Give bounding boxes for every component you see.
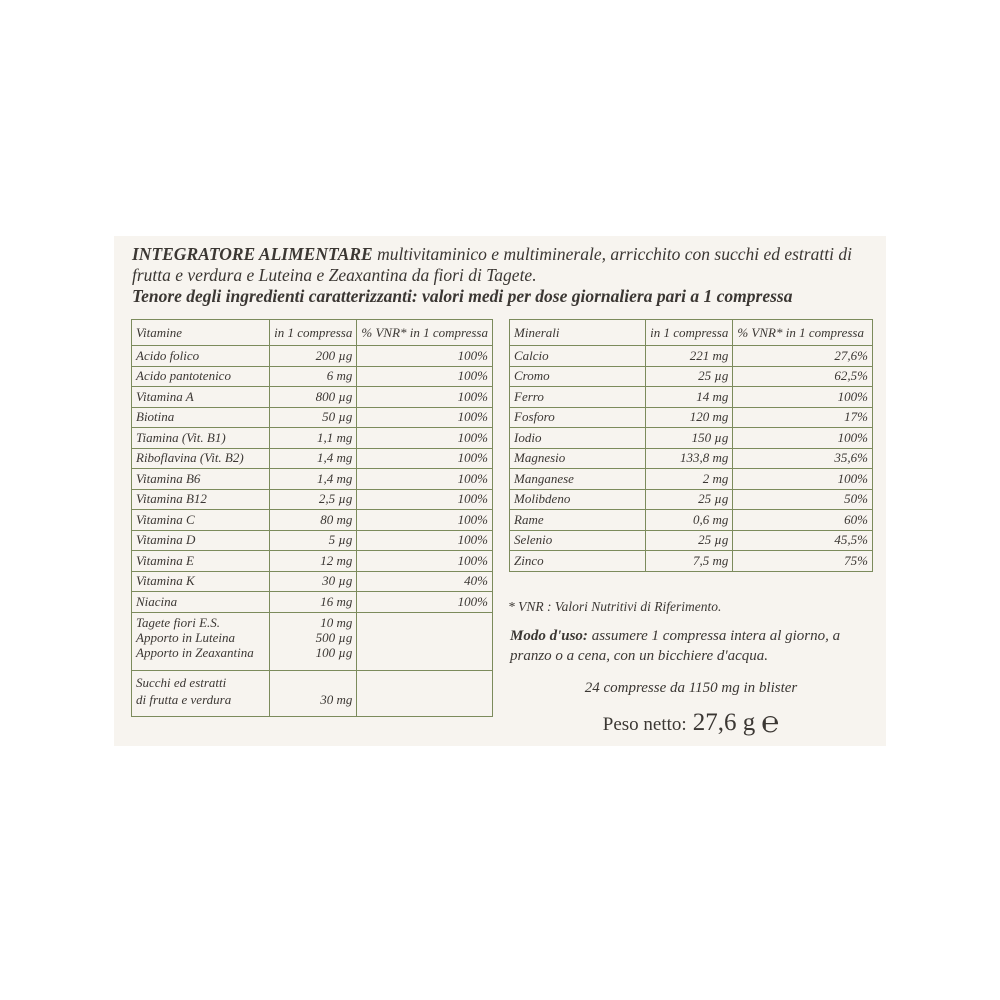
table-row xyxy=(510,428,873,449)
vitamins-header-vnr: % VNR* in 1 compressa xyxy=(357,320,493,346)
nutrient-name: Rame xyxy=(510,510,646,531)
nutrient-name: Vitamina K xyxy=(132,571,270,592)
table-row xyxy=(132,551,493,572)
net-weight-label: Peso netto: xyxy=(602,714,687,735)
net-weight xyxy=(509,706,873,740)
vnr-cell: 100% xyxy=(733,428,873,449)
table-row xyxy=(510,510,873,531)
vnr-cell: 100% xyxy=(357,489,493,510)
vnr-cell: 100% xyxy=(357,530,493,551)
table-row xyxy=(132,407,493,428)
vnr-cell: 100% xyxy=(357,448,493,469)
vnr-cell: 62,5% xyxy=(733,366,873,387)
vnr-cell: 45,5% xyxy=(733,530,873,551)
vnr-cell: 100% xyxy=(733,387,873,408)
nutrient-name: Selenio xyxy=(510,530,646,551)
tagete-value: 10 mg xyxy=(320,614,353,630)
nutrient-name: Cromo xyxy=(510,366,646,387)
vitamins-header-amount: in 1 compressa xyxy=(270,320,357,346)
amount-cell xyxy=(270,670,357,716)
table-row xyxy=(510,551,873,572)
table-row xyxy=(510,530,873,551)
table-row xyxy=(132,387,493,408)
nutrient-name: Acido folico xyxy=(132,346,270,367)
table-row-succhi xyxy=(132,670,493,716)
amount-cell: 200 µg xyxy=(270,346,357,367)
nutrient-name: Niacina xyxy=(132,592,270,613)
amount-cell: 50 µg xyxy=(270,407,357,428)
table-row xyxy=(132,592,493,613)
vnr-cell: 100% xyxy=(357,366,493,387)
amount-cell: 800 µg xyxy=(270,387,357,408)
table-row xyxy=(510,407,873,428)
minerals-header-row xyxy=(510,320,873,346)
vnr-cell: 100% xyxy=(357,428,493,449)
nutrient-name: Iodio xyxy=(510,428,646,449)
amount-cell: 25 µg xyxy=(646,366,733,387)
nutrient-name: Fosforo xyxy=(510,407,646,428)
nutrient-name xyxy=(132,670,270,716)
amount-cell xyxy=(270,612,357,670)
supplement-label-panel xyxy=(114,236,886,746)
vnr-cell: 100% xyxy=(357,592,493,613)
minerals-header-vnr: % VNR* in 1 compressa xyxy=(733,320,873,346)
amount-cell: 80 mg xyxy=(270,510,357,531)
table-row xyxy=(510,448,873,469)
vitamins-table xyxy=(131,319,493,717)
nutrient-name: Tiamina (Vit. B1) xyxy=(132,428,270,449)
vnr-cell: 100% xyxy=(357,510,493,531)
vnr-cell: 100% xyxy=(357,407,493,428)
nutrient-name: Magnesio xyxy=(510,448,646,469)
vnr-footnote: * VNR : Valori Nutritivi di Riferimento. xyxy=(508,599,722,614)
content-statement: Tenore degli ingredienti caratterizzanti: valori medi per dose giornaliera pari a 1 compressa xyxy=(132,286,793,306)
tagete-line: Apporto in Zeaxantina xyxy=(136,644,254,660)
amount-cell: 221 mg xyxy=(646,346,733,367)
amount-cell: 1,1 mg xyxy=(270,428,357,449)
table-row xyxy=(132,346,493,367)
amount-cell: 1,4 mg xyxy=(270,448,357,469)
nutrient-name: Ferro xyxy=(510,387,646,408)
intro-text xyxy=(132,244,872,307)
table-row xyxy=(510,469,873,490)
vnr-cell: 27,6% xyxy=(733,346,873,367)
table-row xyxy=(132,469,493,490)
tagete-value: 100 µg xyxy=(315,644,353,660)
nutrient-name: Vitamina C xyxy=(132,510,270,531)
table-row xyxy=(132,366,493,387)
estimated-sign-icon: ℮ xyxy=(761,706,780,739)
vnr-cell: 100% xyxy=(357,346,493,367)
nutrient-name: Molibdeno xyxy=(510,489,646,510)
amount-cell: 7,5 mg xyxy=(646,551,733,572)
amount-cell: 16 mg xyxy=(270,592,357,613)
minerals-table xyxy=(509,319,873,572)
nutrient-name: Vitamina E xyxy=(132,551,270,572)
minerals-header-name: Minerali xyxy=(510,320,646,346)
succhi-value: 30 mg xyxy=(320,691,353,707)
vnr-cell: 100% xyxy=(357,551,493,572)
blister-info: 24 compresse da 1150 mg in blister xyxy=(584,680,798,696)
table-row xyxy=(510,489,873,510)
intro-description: multivitaminico e multiminerale, arricchito con succhi ed estratti di frutta e verdura e Luteina e Zeaxantina da fiori di Tagete. xyxy=(132,244,852,285)
amount-cell: 30 µg xyxy=(270,571,357,592)
table-row-tagete xyxy=(132,612,493,670)
usage-instructions xyxy=(510,626,880,666)
amount-cell: 0,6 mg xyxy=(646,510,733,531)
nutrient-name: Calcio xyxy=(510,346,646,367)
amount-cell: 2,5 µg xyxy=(270,489,357,510)
nutrient-name xyxy=(132,612,270,670)
amount-cell: 2 mg xyxy=(646,469,733,490)
amount-cell: 133,8 mg xyxy=(646,448,733,469)
vnr-cell: 75% xyxy=(733,551,873,572)
table-row xyxy=(132,530,493,551)
table-row xyxy=(132,489,493,510)
nutrient-name: Vitamina A xyxy=(132,387,270,408)
amount-cell: 25 µg xyxy=(646,530,733,551)
vnr-cell: 35,6% xyxy=(733,448,873,469)
nutrient-name: Acido pantotenico xyxy=(132,366,270,387)
amount-cell: 1,4 mg xyxy=(270,469,357,490)
table-row xyxy=(132,428,493,449)
amount-cell: 25 µg xyxy=(646,489,733,510)
succhi-line: di frutta e verdura xyxy=(136,691,232,707)
minerals-header-amount: in 1 compressa xyxy=(646,320,733,346)
net-weight-value: 27,6 g xyxy=(692,709,756,736)
vitamins-header-row xyxy=(132,320,493,346)
nutrient-name: Biotina xyxy=(132,407,270,428)
vnr-cell: 100% xyxy=(357,469,493,490)
tagete-line: Tagete fiori E.S. xyxy=(136,614,221,630)
vitamins-header-name: Vitamine xyxy=(132,320,270,346)
amount-cell: 5 µg xyxy=(270,530,357,551)
nutrient-name: Vitamina B6 xyxy=(132,469,270,490)
vnr-cell: 100% xyxy=(357,387,493,408)
vnr-cell xyxy=(357,670,493,716)
amount-cell: 12 mg xyxy=(270,551,357,572)
amount-cell: 6 mg xyxy=(270,366,357,387)
nutrient-name: Vitamina B12 xyxy=(132,489,270,510)
table-row xyxy=(132,571,493,592)
usage-label: Modo d'uso: xyxy=(510,628,588,644)
nutrient-name: Manganese xyxy=(510,469,646,490)
amount-cell: 120 mg xyxy=(646,407,733,428)
vnr-cell: 50% xyxy=(733,489,873,510)
succhi-line: Succhi ed estratti xyxy=(136,674,227,690)
vnr-cell: 100% xyxy=(733,469,873,490)
amount-cell: 14 mg xyxy=(646,387,733,408)
table-row xyxy=(510,346,873,367)
vnr-cell xyxy=(357,612,493,670)
table-row xyxy=(132,510,493,531)
vnr-cell: 17% xyxy=(733,407,873,428)
brand-title: INTEGRATORE ALIMENTARE xyxy=(132,244,373,264)
vnr-cell: 60% xyxy=(733,510,873,531)
table-row xyxy=(510,366,873,387)
tagete-line: Apporto in Luteina xyxy=(136,629,235,645)
tagete-value: 500 µg xyxy=(315,629,353,645)
table-row xyxy=(510,387,873,408)
vnr-cell: 40% xyxy=(357,571,493,592)
usage-text: assumere 1 compressa intera al giorno, a pranzo o a cena, con un bicchiere d'acqua. xyxy=(510,628,841,664)
amount-cell: 150 µg xyxy=(646,428,733,449)
table-row xyxy=(132,448,493,469)
nutrient-name: Vitamina D xyxy=(132,530,270,551)
nutrient-name: Zinco xyxy=(510,551,646,572)
nutrient-name: Riboflavina (Vit. B2) xyxy=(132,448,270,469)
